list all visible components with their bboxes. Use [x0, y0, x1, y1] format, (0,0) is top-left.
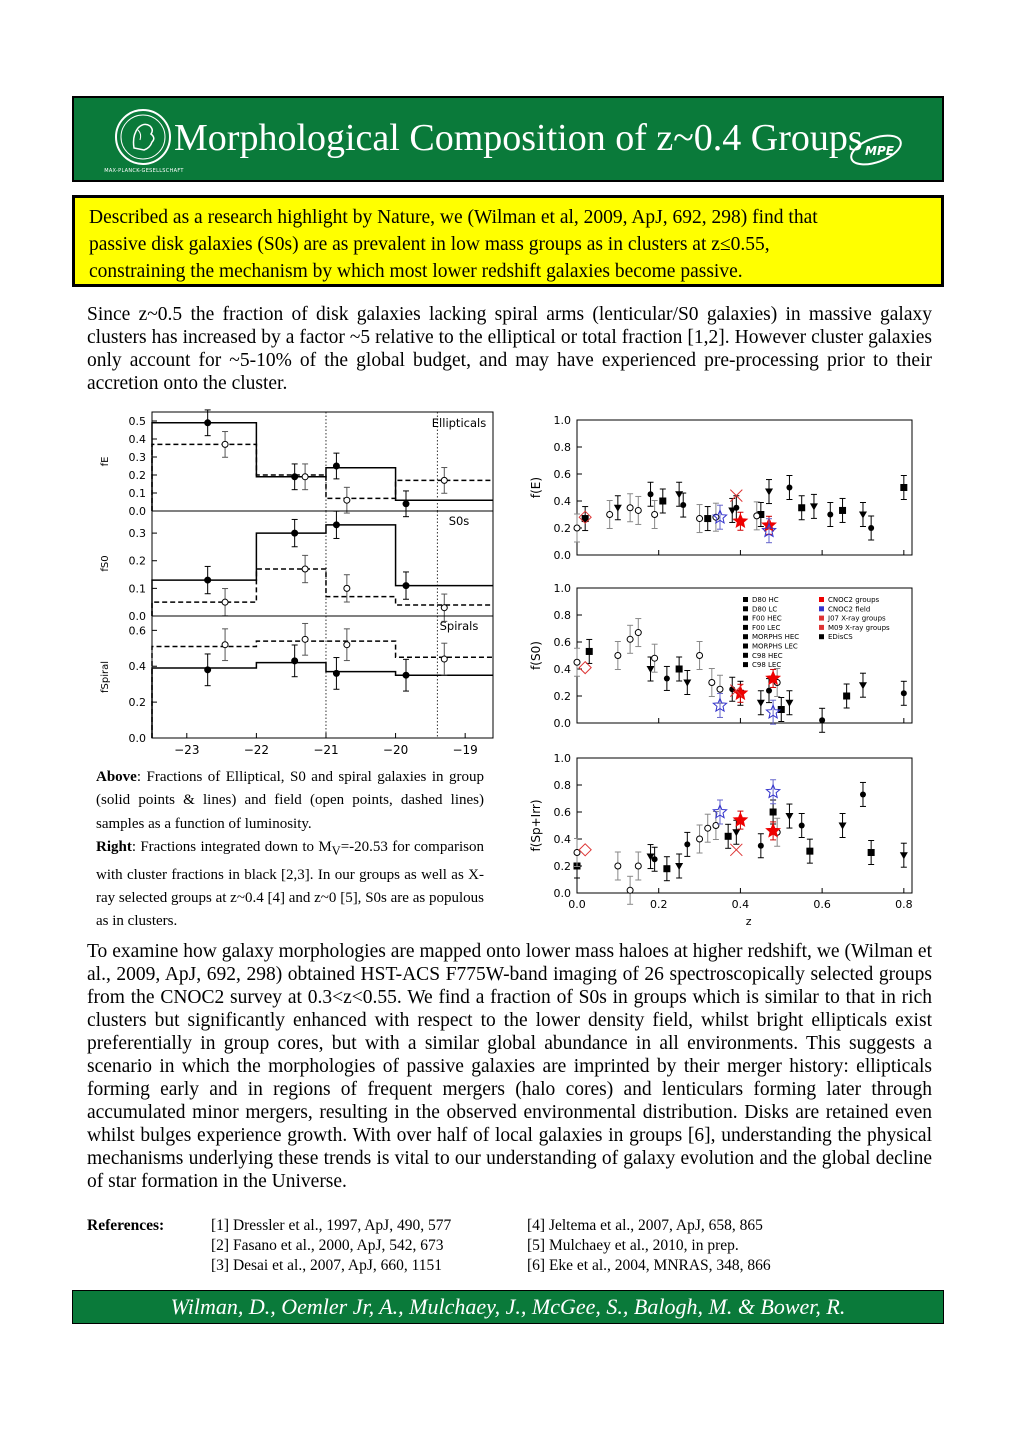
reference-item: [6] Eke et al., 2004, MNRAS, 348, 866 — [527, 1257, 771, 1274]
page-title: Morphological Composition of z~0.4 Groups — [174, 117, 863, 159]
cluster-point — [648, 491, 654, 497]
legend-symbol — [743, 653, 748, 658]
y-tick-label: 0.6 — [128, 624, 146, 638]
x-tick-label: −22 — [243, 743, 270, 754]
panel-frame — [577, 420, 912, 555]
cluster-open-point — [697, 516, 703, 522]
cluster-point — [757, 700, 765, 707]
cluster-open-point — [627, 636, 633, 642]
caption-right-text: : Fractions integrated down to M — [131, 839, 332, 856]
cluster-point — [680, 502, 686, 508]
legend-symbol — [819, 625, 824, 630]
field-point — [344, 497, 350, 503]
legend-label: D80 LC — [752, 605, 778, 614]
y-tick-label: 0.0 — [128, 610, 146, 623]
cluster-point — [766, 688, 772, 694]
x-tick-label: 0.0 — [568, 898, 586, 911]
y-axis-label: f(E) — [529, 476, 543, 499]
authors-banner: Wilman, D., Oemler Jr, A., Mulchaey, J., McGee, S., Balogh, M. & Bower, R. — [72, 1290, 944, 1324]
legend-symbol — [743, 606, 748, 611]
y-tick-label: 0.4 — [128, 433, 146, 446]
legend-symbol — [819, 606, 824, 611]
legend-symbol — [819, 597, 824, 602]
cluster-point — [806, 848, 813, 855]
cnoc2-group-star — [734, 514, 747, 527]
panel-frame — [152, 511, 493, 616]
cluster-point — [859, 682, 867, 689]
references-column-2 — [527, 1216, 771, 1276]
cluster-point — [614, 505, 622, 512]
y-tick-label: 0.2 — [128, 469, 146, 482]
field-point — [344, 642, 350, 648]
field-point — [222, 441, 228, 447]
cluster-open-point — [574, 525, 580, 531]
group-point — [292, 474, 298, 480]
cluster-point — [675, 863, 683, 870]
cluster-point — [868, 525, 874, 531]
y-tick-label: 0.4 — [553, 495, 571, 508]
field-point — [302, 636, 308, 642]
cluster-point — [704, 515, 711, 522]
caption-right-label: Right — [96, 839, 132, 856]
y-axis-label: f(Sp+Irr) — [529, 799, 543, 852]
cluster-open-point — [627, 887, 633, 893]
cluster-point — [659, 498, 666, 505]
y-tick-label: 0.4 — [553, 663, 571, 676]
legend-label: EDisCS — [828, 633, 853, 642]
legend-label: C98 HEC — [752, 651, 783, 660]
x-tick-label: −19 — [452, 743, 478, 754]
legend-label: D80 HC — [752, 596, 779, 604]
cluster-open-point — [709, 680, 715, 686]
y-tick-label: 0.8 — [553, 609, 571, 622]
caption-above-text: : Fractions of Elliptical, S0 and spiral galaxies in group (solid points & lines) and field (open points, dashed lines) samples as a function of luminosity. — [96, 769, 484, 832]
cluster-open-point — [717, 686, 723, 692]
x-tick-label: 0.4 — [731, 898, 750, 911]
cluster-open-point — [635, 863, 641, 869]
legend-label: C98 LEC — [752, 661, 782, 670]
y-tick-label: 0.0 — [553, 717, 571, 730]
y-tick-label: 0.1 — [128, 487, 146, 500]
cluster-point — [900, 484, 907, 491]
cluster-point — [684, 841, 690, 847]
legend-symbol — [743, 616, 748, 621]
legend-symbol — [743, 662, 748, 667]
y-tick-label: 0.2 — [553, 690, 571, 703]
cluster-point — [827, 512, 833, 518]
title-banner — [72, 96, 944, 182]
cluster-point — [733, 505, 739, 511]
reference-item: [3] Desai et al., 2007, ApJ, 660, 1151 — [211, 1257, 443, 1274]
y-tick-label: 0.8 — [553, 441, 571, 454]
cluster-open-point — [652, 655, 658, 661]
luminosity-fraction-figure — [100, 404, 500, 754]
m09-diamond — [579, 844, 591, 856]
legend-label: MORPHS LEC — [752, 642, 798, 651]
legend-symbol — [743, 597, 748, 602]
cluster-point — [798, 504, 805, 511]
group-point — [403, 583, 409, 589]
cluster-open-point — [615, 653, 621, 659]
x-axis-label: z — [745, 915, 752, 928]
y-tick-label: 0.5 — [128, 415, 146, 428]
cluster-point — [868, 849, 875, 856]
y-tick-label: 0.4 — [553, 833, 571, 846]
references-column-1 — [211, 1216, 451, 1276]
field-point — [302, 474, 308, 480]
cluster-point — [839, 823, 847, 830]
highlight-box — [72, 195, 944, 287]
y-tick-label: 0.0 — [128, 505, 146, 518]
y-tick-label: 0.3 — [128, 527, 146, 541]
cluster-open-point — [705, 825, 711, 831]
cluster-point — [732, 829, 740, 836]
legend-label: J07 X-ray groups — [828, 614, 886, 623]
group-point — [205, 667, 211, 673]
minerva-logo-icon — [114, 108, 172, 166]
cluster-point — [901, 690, 907, 696]
cluster-open-point — [652, 512, 658, 518]
legend-symbol — [819, 616, 824, 621]
cluster-open-point — [615, 863, 621, 869]
cluster-point — [765, 489, 773, 496]
y-tick-label: 0.1 — [128, 582, 146, 596]
cluster-point — [664, 675, 670, 681]
caption-right-text-end: =-20.53 for comparison with cluster fractions in black [2,3]. In our groups as well as X-ray selected groups at z~0.4 [4] and z~0 [5], S0s are as populous as in clusters. — [96, 839, 484, 930]
y-tick-label: 0.2 — [553, 522, 571, 535]
cluster-point — [810, 503, 818, 510]
y-tick-label: 0.4 — [128, 660, 146, 674]
y-tick-label: 0.0 — [128, 732, 146, 745]
caption-subscript: V — [331, 844, 341, 859]
y-tick-label: 0.0 — [553, 887, 571, 900]
y-tick-label: 0.2 — [128, 696, 146, 710]
y-tick-label: 1.0 — [553, 752, 571, 765]
x-tick-label: −21 — [313, 743, 339, 754]
y-axis-label: fE — [100, 456, 111, 467]
y-tick-label: 1.0 — [553, 582, 571, 595]
y-tick-label: 0.0 — [553, 549, 571, 562]
legend-label: MORPHS HEC — [752, 633, 800, 642]
group-point — [333, 522, 339, 528]
y-tick-label: 1.0 — [553, 414, 571, 427]
field-step-line — [152, 641, 493, 738]
field-point — [222, 642, 228, 648]
cluster-point — [683, 680, 691, 687]
cluster-point — [675, 491, 683, 498]
field-point — [344, 585, 350, 591]
legend-label: CNOC2 groups — [828, 596, 880, 604]
group-point — [205, 577, 211, 583]
legend-label: M09 X-ray groups — [828, 623, 890, 632]
mpe-logo-text: MPE — [865, 144, 894, 158]
cluster-point — [839, 507, 846, 514]
field-point — [222, 599, 228, 605]
figure-caption — [96, 766, 484, 934]
cluster-point — [758, 843, 764, 849]
y-tick-label: 0.3 — [128, 451, 146, 464]
cluster-open-point — [635, 507, 641, 513]
cnoc2-group-star — [734, 813, 747, 826]
logo-caption: MAX-PLANCK-GESELLSCHAFT — [104, 168, 184, 174]
cluster-point — [785, 813, 793, 820]
cluster-open-point — [754, 513, 760, 519]
group-point — [333, 463, 339, 469]
legend-symbol — [743, 634, 748, 639]
reference-item: [2] Fasano et al., 2000, ApJ, 542, 673 — [211, 1237, 444, 1254]
x-tick-label: 0.8 — [895, 898, 913, 911]
cluster-open-point — [574, 659, 580, 665]
legend-label: CNOC2 field — [828, 605, 871, 614]
cluster-open-point — [697, 653, 703, 659]
cluster-point — [900, 852, 908, 859]
intro-paragraph: Since z~0.5 the fraction of disk galaxies lacking spiral arms (lenticular/S0 galaxies) in massive galaxy clusters has increased by a factor ~5 relative to the elliptical or total fraction [1,2]. However cluster galaxies only account for ~5-10% of the global budget, and may have experienced pre-processing prior to their accretion onto the cluster. — [87, 304, 932, 394]
panel-frame — [152, 616, 493, 738]
y-axis-label: f(S0) — [529, 641, 543, 670]
cluster-point — [843, 693, 850, 700]
y-tick-label: 0.2 — [128, 554, 146, 568]
cluster-point — [860, 791, 866, 797]
highlight-line: passive disk galaxies (S0s) are as prevalent in low mass groups as in clusters at z≤0.55, — [89, 234, 770, 255]
reference-item: [1] Dressler et al., 1997, ApJ, 490, 577 — [211, 1217, 452, 1234]
panel-label: Spirals — [439, 619, 479, 633]
panel-label: S0s — [448, 514, 470, 528]
x-tick-label: −20 — [382, 743, 409, 754]
y-tick-label: 0.6 — [553, 806, 571, 819]
j07-cross — [730, 844, 742, 856]
field-point — [441, 477, 447, 483]
panel-label: Ellipticals — [431, 416, 487, 430]
y-tick-label: 0.6 — [553, 468, 571, 481]
cluster-point — [663, 865, 670, 872]
cluster-point — [799, 823, 805, 829]
redshift-fraction-figure — [520, 408, 930, 928]
group-step-line — [152, 423, 493, 511]
legend-label: F00 HEC — [752, 614, 782, 623]
caption-above-label: Above — [96, 769, 137, 785]
legend-symbol — [743, 644, 748, 649]
cluster-point — [785, 700, 793, 707]
x-tick-label: −23 — [174, 743, 200, 754]
group-step-line — [152, 663, 493, 738]
references-heading: References: — [87, 1217, 165, 1234]
cluster-open-point — [697, 836, 703, 842]
field-point — [441, 656, 447, 662]
mpe-logo-icon — [846, 128, 908, 168]
body-paragraph: To examine how galaxy morphologies are mapped onto lower mass haloes at higher redshift, we (Wilman et al., 2009, ApJ, 692, 298) obtained HST-ACS F775W-band imaging of 26 spectroscopically selected groups from the CNOC2 survey at 0.3<z<0.55. We find a fraction of S0s in groups which is similar to that in rich clusters but significantly enhanced with respect to the lower density field, whilst bright ellipticals exist preferentially in group cores, but with a similar global abundance in all environments. This suggests a scenario in which the morphologies of passive galaxies are imprinted by their merger history: ellipticals forming early and in regions of frequent mergers (halo cores) and lenticulars forming later through accumulated minor mergers, resulting in the observed environmental distribution. Disks are retained even whilst bulges experience growth. With over half of local galaxies in groups [6], understanding the physical mechanisms underlying these trends is vital to our understanding of galaxy evolution and the global decline of star formation in the Universe. — [87, 941, 932, 1192]
cluster-point — [676, 666, 683, 673]
x-tick-label: 0.2 — [649, 898, 668, 911]
group-point — [403, 501, 409, 507]
y-tick-label: 0.2 — [553, 860, 571, 873]
group-point — [205, 420, 211, 426]
y-tick-label: 0.6 — [553, 636, 571, 649]
highlight-line: constraining the mechanism by which most lower redshift galaxies become passive. — [89, 261, 743, 282]
reference-item: [5] Mulchaey et al., 2010, in prep. — [527, 1237, 739, 1254]
legend-label: F00 LEC — [752, 623, 781, 632]
y-tick-label: 0.8 — [553, 779, 571, 792]
cluster-point — [770, 809, 777, 816]
cluster-open-point — [627, 505, 633, 511]
cluster-point — [786, 485, 792, 491]
group-point — [292, 658, 298, 664]
cluster-open-point — [713, 823, 719, 829]
cluster-point — [725, 833, 732, 840]
legend-symbol — [819, 634, 824, 639]
group-point — [333, 670, 339, 676]
legend-symbol — [743, 625, 748, 630]
cluster-open-point — [635, 630, 641, 636]
y-axis-label: fSpiral — [100, 660, 111, 694]
x-tick-label: 0.6 — [813, 898, 831, 911]
field-point — [441, 605, 447, 611]
group-point — [292, 530, 298, 536]
group-point — [403, 672, 409, 678]
field-point — [302, 566, 308, 572]
highlight-line: Described as a research highlight by Nature, we (Wilman et al, 2009, ApJ, 692, 298) find that — [89, 207, 818, 228]
cluster-point — [652, 856, 658, 862]
y-axis-label: fS0 — [100, 555, 111, 572]
cluster-open-point — [607, 512, 613, 518]
cluster-point — [859, 512, 867, 519]
reference-item: [4] Jeltema et al., 2007, ApJ, 658, 865 — [527, 1217, 763, 1234]
field-step-line — [152, 444, 493, 511]
cluster-point — [819, 717, 825, 723]
cluster-point — [586, 648, 593, 655]
